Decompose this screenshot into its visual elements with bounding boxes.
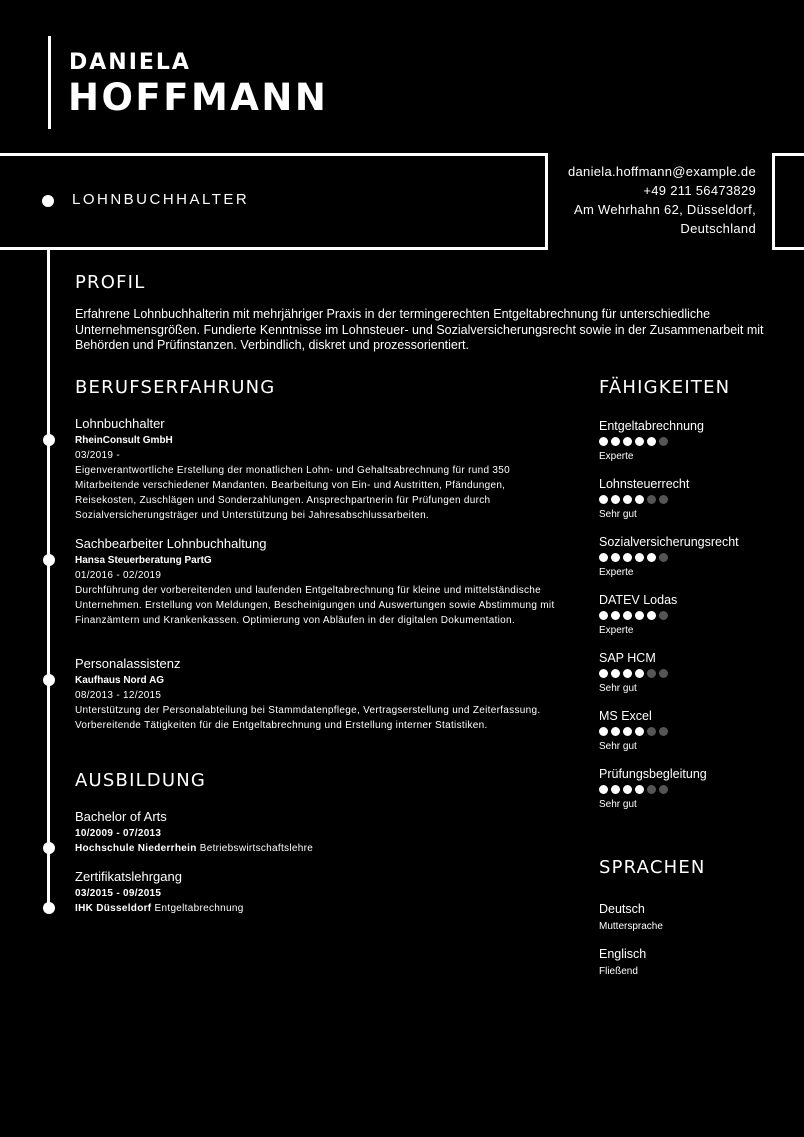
education-dates: 10/2009 - 07/2013	[75, 828, 162, 839]
rating-dot-filled	[635, 785, 644, 794]
skill-level: Experte	[599, 625, 634, 636]
rating-dot-filled	[635, 611, 644, 620]
rating-dot-filled	[611, 727, 620, 736]
rating-dot-filled	[647, 437, 656, 446]
experience-dates: 01/2016 - 02/2019	[75, 570, 162, 581]
experience-item	[75, 416, 555, 523]
experience-description: Eigenverantwortliche Erstellung der monatlichen Lohn- und Gehaltsabrechnung für rund 350 Mitarbeitende verschiedener Mandanten. Bearbeitung von Ein- und Austritten, Pfändungen, Reisekosten, Zuschlägen und Sonderzahlungen. Ansprechpartnerin für Prüfungen durch Sozialversicherungsträger und Unterstützung bei Jahresabschlussarbeiten.	[75, 465, 510, 521]
contact-email[interactable]: daniela.hoffmann@example.de	[567, 164, 756, 179]
skill-item	[599, 651, 779, 695]
experience-dates: 03/2019 -	[75, 450, 120, 461]
education-school-line	[75, 902, 555, 915]
rating-dot-filled	[623, 611, 632, 620]
rating-dot-filled	[599, 611, 608, 620]
experience-role: Personalassistenz	[75, 656, 181, 671]
rating-dot-filled	[647, 611, 656, 620]
rating-dot-empty	[659, 553, 668, 562]
skill-rating	[599, 727, 779, 737]
rating-dot-filled	[635, 669, 644, 678]
education-school: IHK Düsseldorf	[75, 903, 152, 914]
education-dates: 03/2015 - 09/2015	[75, 888, 162, 899]
skill-rating	[599, 553, 779, 563]
education-school: Hochschule Niederrhein	[75, 843, 197, 854]
profile-heading: PROFIL	[75, 272, 146, 293]
timeline-dot	[43, 902, 55, 914]
experience-item	[75, 656, 555, 733]
skill-item	[599, 767, 779, 811]
contact-phone[interactable]: +49 211 56473829	[643, 183, 756, 198]
skill-level: Sehr gut	[599, 683, 637, 694]
rating-dot-filled	[611, 553, 620, 562]
skill-name: Sozialversicherungsrecht	[599, 535, 739, 549]
rating-dot-empty	[659, 495, 668, 504]
contact-block	[536, 162, 756, 238]
first-name: DANIELA	[69, 50, 191, 75]
rating-dot-empty	[647, 727, 656, 736]
name-accent-bar	[48, 36, 51, 129]
experience-company: Kaufhaus Nord AG	[75, 675, 165, 686]
skill-item	[599, 477, 779, 521]
rating-dot-filled	[599, 437, 608, 446]
experience-description: Durchführung der vorbereitenden und laufenden Entgeltabrechnung für kleine und mittelständische Unternehmen. Erstellung von Meldungen, Bescheinigungen und Auswertungen sowie Abstimmung mit Finanzämtern und Krankenkassen. Optimierung von Abläufen in der digitalen Dokumentation.	[75, 585, 555, 626]
skill-level: Experte	[599, 451, 634, 462]
rating-dot-filled	[599, 785, 608, 794]
timeline-dot	[43, 554, 55, 566]
education-school-line	[75, 842, 555, 855]
skill-rating	[599, 495, 779, 505]
rating-dot-filled	[623, 553, 632, 562]
language-name: Englisch	[599, 947, 647, 961]
rating-dot-filled	[611, 785, 620, 794]
profile-text: Erfahrene Lohnbuchhalterin mit mehrjähriger Praxis in der termingerechten Entgeltabrechnung für unterschiedliche Unternehmensgrößen. Fundierte Kenntnisse im Lohnsteuer- und Sozialversicherungsrecht sowie in der Zusammenarbeit mit Behörden und Prüfinstanzen. Verbindlich, diskret und prozessorientiert.	[75, 307, 764, 352]
education-heading: AUSBILDUNG	[75, 770, 207, 791]
education-degree: Bachelor of Arts	[75, 809, 167, 824]
skill-name: Lohnsteuerrecht	[599, 477, 690, 491]
skill-rating	[599, 611, 779, 621]
rating-dot-filled	[635, 727, 644, 736]
rating-dot-filled	[599, 553, 608, 562]
timeline-dot	[43, 674, 55, 686]
rating-dot-empty	[647, 495, 656, 504]
experience-company: RheinConsult GmbH	[75, 435, 173, 446]
rating-dot-filled	[623, 669, 632, 678]
experience-role: Sachbearbeiter Lohnbuchhaltung	[75, 536, 267, 551]
job-title: LOHNBUCHHALTER	[72, 191, 250, 208]
rating-dot-filled	[611, 611, 620, 620]
rating-dot-empty	[659, 785, 668, 794]
rating-dot-empty	[659, 727, 668, 736]
rating-dot-filled	[635, 553, 644, 562]
rating-dot-empty	[659, 669, 668, 678]
education-field: Entgeltabrechnung	[154, 903, 244, 914]
rating-dot-empty	[659, 437, 668, 446]
rating-dot-empty	[647, 669, 656, 678]
experience-item	[75, 536, 555, 628]
rating-dot-filled	[611, 669, 620, 678]
rating-dot-empty	[659, 611, 668, 620]
education-field: Betriebswirtschaftslehre	[199, 843, 314, 854]
skill-item	[599, 593, 779, 637]
skills-heading: FÄHIGKEITEN	[599, 377, 731, 398]
education-degree: Zertifikatslehrgang	[75, 869, 182, 884]
language-level: Fließend	[599, 966, 638, 977]
experience-company: Hansa Steuerberatung PartG	[75, 555, 212, 566]
language-item	[599, 947, 646, 978]
skill-level: Sehr gut	[599, 509, 637, 520]
skill-level: Sehr gut	[599, 799, 637, 810]
job-title-bullet	[42, 195, 54, 207]
rating-dot-filled	[611, 437, 620, 446]
rating-dot-filled	[611, 495, 620, 504]
experience-description: Unterstützung der Personalabteilung bei Stammdatenpflege, Vertragserstellung und Zeiterfassung. Vorbereitende Tätigkeiten für die Entgeltabrechnung und Erstellung interner Statistiken.	[75, 705, 541, 731]
rating-dot-filled	[623, 727, 632, 736]
skill-name: Entgeltabrechnung	[599, 419, 704, 433]
experience-role: Lohnbuchhalter	[75, 416, 165, 431]
skill-name: DATEV Lodas	[599, 593, 678, 607]
education-item	[75, 809, 555, 855]
rating-dot-filled	[635, 495, 644, 504]
rating-dot-filled	[599, 669, 608, 678]
skill-rating	[599, 437, 779, 447]
skill-level: Sehr gut	[599, 741, 637, 752]
skill-item	[599, 419, 779, 463]
skill-name: Prüfungsbegleitung	[599, 767, 707, 781]
rating-dot-filled	[647, 553, 656, 562]
rating-dot-filled	[623, 495, 632, 504]
skill-rating	[599, 669, 779, 679]
language-level: Muttersprache	[599, 921, 663, 932]
experience-dates: 08/2013 - 12/2015	[75, 690, 162, 701]
experience-heading: BERUFSERFAHRUNG	[75, 377, 276, 398]
contact-box-edge	[772, 153, 804, 250]
timeline-line	[47, 247, 50, 911]
skill-level: Experte	[599, 567, 634, 578]
language-item	[599, 902, 663, 933]
timeline-dot	[43, 842, 55, 854]
last-name: HOFFMANN	[68, 76, 329, 119]
language-name: Deutsch	[599, 902, 645, 916]
timeline-dot	[43, 434, 55, 446]
contact-address-line1: Am Wehrhahn 62, Düsseldorf,	[573, 202, 756, 217]
skill-item	[599, 535, 779, 579]
rating-dot-filled	[599, 727, 608, 736]
rating-dot-filled	[635, 437, 644, 446]
rating-dot-filled	[623, 437, 632, 446]
rating-dot-filled	[623, 785, 632, 794]
skill-name: MS Excel	[599, 709, 652, 723]
languages-heading: SPRACHEN	[599, 857, 706, 878]
skill-rating	[599, 785, 779, 795]
skill-item	[599, 709, 779, 753]
rating-dot-empty	[647, 785, 656, 794]
contact-address-line2: Deutschland	[680, 221, 756, 236]
education-item	[75, 869, 555, 915]
rating-dot-filled	[599, 495, 608, 504]
skill-name: SAP HCM	[599, 651, 656, 665]
